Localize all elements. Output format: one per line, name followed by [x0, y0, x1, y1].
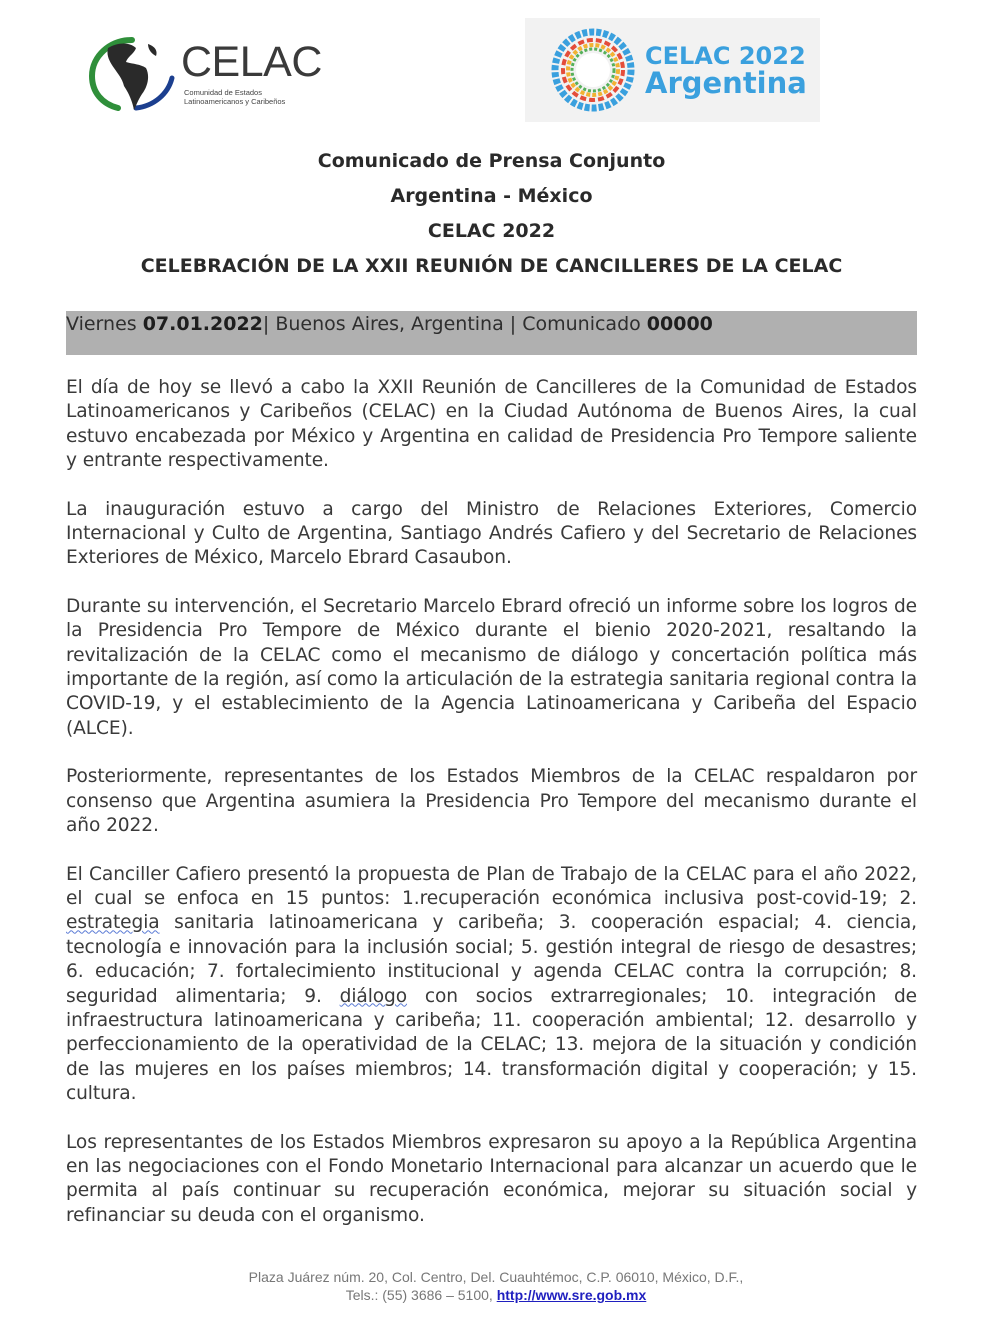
logo-argentina-text: Argentina	[645, 66, 807, 100]
paragraph-4: Posteriormente, representantes de los Estados Miembros de la CELAC respaldaron por consenso que Argentina asumiera la Presidencia Pro Tempore del mecanismo durante el año 2022.	[66, 766, 917, 837]
heading-celac-2022: CELAC 2022	[427, 220, 556, 242]
dateline-day: Viernes	[66, 313, 143, 335]
dateline-location: | Buenos Aires, Argentina | Comunicado	[262, 313, 647, 335]
sun-emblem-icon	[549, 26, 637, 114]
celac-subtitle-line-2: Latinoamericanos y Caribeños	[184, 97, 286, 106]
paragraph-5	[66, 863, 917, 1107]
press-release-headings	[66, 146, 917, 286]
paragraph-2: La inauguración estuvo a cargo del Ministro de Relaciones Exteriores, Comercio Internacional y Culto de Argentina, Santiago Andrés Cafiero y del Secretario de Relaciones Exteriores de México, Marcelo Ebrard Casaubon.	[66, 498, 917, 569]
footer-website-link[interactable]: http://www.sre.gob.mx	[496, 1287, 647, 1303]
footer-contact	[0, 1286, 992, 1304]
americas-globe-icon	[88, 34, 178, 114]
celac-subtitle	[184, 88, 285, 106]
paragraph-3: Durante su intervención, el Secretario Marcelo Ebrard ofreció un informe sobre los logros de la Presidencia Pro Tempore de México durante el bienio 2020-2021, resaltando la revitalización de la CELAC como el mecanismo de diálogo y concertación política más importante de la región, así como la articulación de la estrategia sanitaria regional contra la COVID-19, y el establecimiento de la Agencia Latinoamericana y Caribeña del Espacio (ALCE).	[66, 595, 917, 739]
celac-subtitle-line-1: Comunidad de Estados	[184, 88, 262, 97]
celac-logo	[88, 34, 328, 114]
paragraph-1: El día de hoy se llevó a cabo la XXII Reunión de Cancilleres de la Comunidad de Estados Latinoamericanos y Caribeños (CELAC) en la Ciudad Autónoma de Buenos Aires, la cual estuvo encabezada por México y Argentina en calidad de Presidencia Pro Tempore saliente y entrante respectivamente.	[66, 377, 917, 472]
dateline-number: 00000	[646, 313, 713, 335]
celac-wordmark: CELAC	[181, 38, 322, 86]
heading-countries: Argentina - México	[390, 185, 593, 207]
footer	[0, 1268, 992, 1304]
dateline-bar	[66, 311, 917, 355]
dateline-date: 07.01.2022	[142, 313, 263, 335]
spellcheck-word-dialogo: diálogo	[339, 985, 408, 1007]
footer-address: Plaza Juárez núm. 20, Col. Centro, Del. Cuauhtémoc, C.P. 06010, México, D.F.,	[248, 1269, 744, 1285]
press-release-body	[66, 376, 917, 1252]
spellcheck-word-estrategia: estrategia	[66, 912, 160, 934]
footer-phone: Tels.: (55) 3686 – 5100,	[345, 1287, 497, 1303]
paragraph-5-part-b: sanitaria latinoamericana y caribeña; 3. cooperación espacial; 4. ciencia, tecnología e innovación para la inclusión social; 5. gestión integral de riesgo de desastres; 6. educación; 7. fortalecimiento institucional y agenda CELAC contra la corrupción; 8. seguridad alimentaria; 9.	[66, 912, 917, 1007]
paragraph-6: Los representantes de los Estados Miembros expresaron su apoyo a la República Argentina en las negociaciones con el Fondo Monetario Internacional para alcanzar un acuerdo que le permita al país continuar su recuperación económica, mejorar su situación social y refinanciar su deuda con el organismo.	[66, 1131, 917, 1226]
paragraph-5-part-a: El Canciller Cafiero presentó la propuesta de Plan de Trabajo de la CELAC para el año 2022, el cual se enfoca en 15 puntos: 1.recuperación económica inclusiva post-covid-19; 2.	[66, 863, 917, 909]
heading-event-title: CELEBRACIÓN DE LA XXII REUNIÓN DE CANCILLERES DE LA CELAC	[140, 255, 843, 277]
celac-2022-argentina-logo	[525, 18, 820, 122]
paragraph-5-part-c: con socios extrarregionales; 10. integración de infraestructura latinoamericana y caribeña; 11. cooperación ambiental; 12. desarrollo y perfeccionamiento de la operatividad de la CELAC; 13. mejora de la situación y condición de las mujeres en los países miembros; 14. transformación digital y cooperación; y 15. cultura.	[66, 985, 917, 1105]
logo-celac-2022-text: CELAC 2022	[645, 42, 806, 70]
heading-comunicado: Comunicado de Prensa Conjunto	[317, 150, 666, 172]
